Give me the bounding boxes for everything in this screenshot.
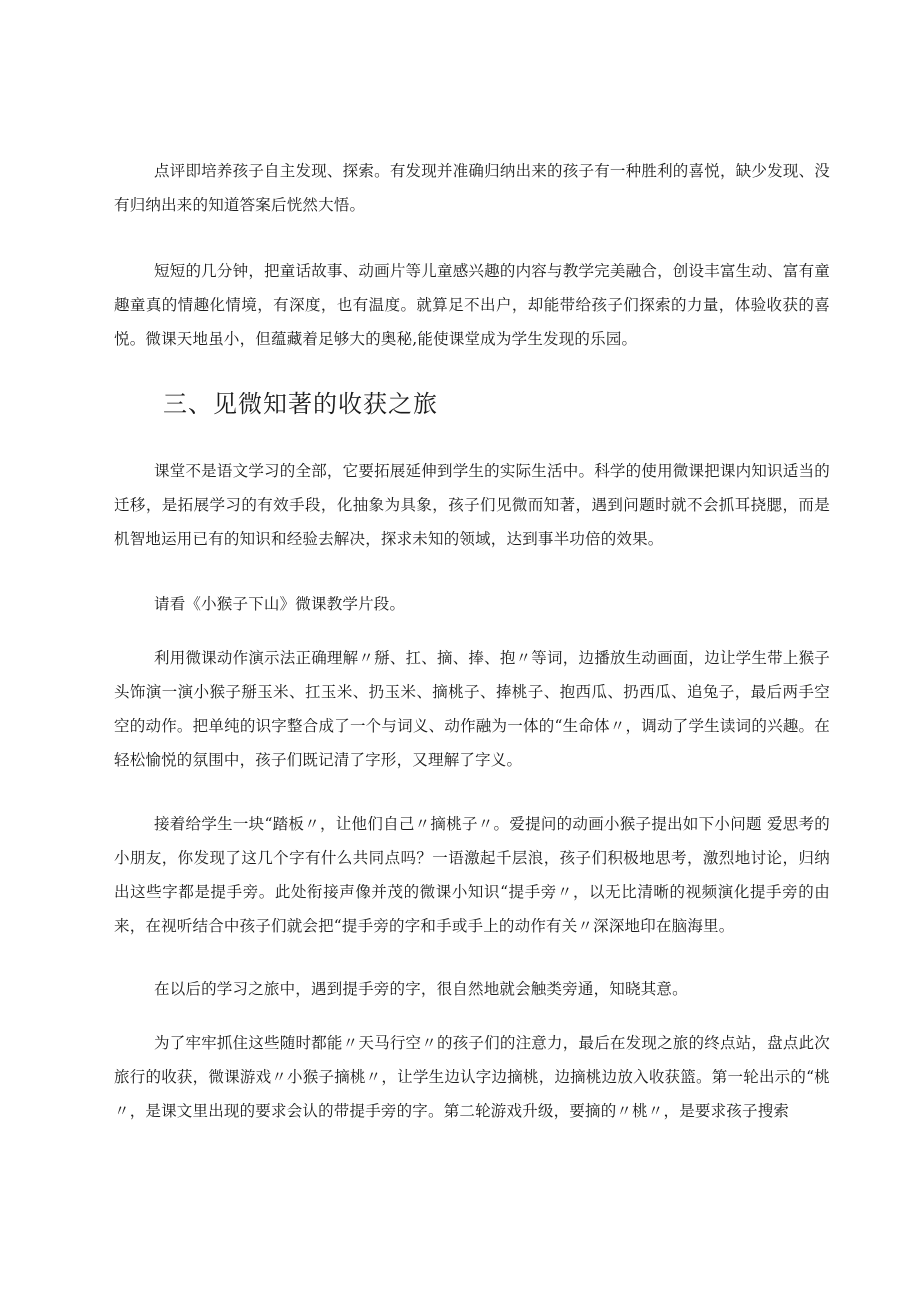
paragraph-later-learning: 在以后的学习之旅中，遇到提手旁的字，很自然地就会触类旁通，知晓其意。 bbox=[154, 980, 688, 998]
section-heading: 三、见微知著的收获之旅 bbox=[163, 390, 438, 418]
paragraph-feedback: 点评即培养孩子自主发现、探索。有发现并准确归纳出来的孩子有一种胜利的喜悦，缺少发现、没有归纳出来的知道答案后恍然大悟。 bbox=[114, 162, 830, 214]
paragraph-micro-lesson-summary: 短短的几分钟，把童话故事、动画片等儿童感兴趣的内容与教学完美融合，创设丰富生动、富有童趣童真的情趣化情境，有深度，也有温度。就算足不出户，却能带给孩子们探索的力量，体验收获的喜悦。微课天地虽小，但蕴藏着足够大的奥秘,能使课堂成为学生发现的乐园。 bbox=[114, 262, 830, 348]
paragraph-action-demo: 利用微课动作演示法正确理解〃掰、扛、摘、捧、抱〃等词，边播放生动画面，边让学生带上猴子头饰演一演小猴子掰玉米、扛玉米、扔玉米、摘桃子、捧桃子、抱西瓜、扔西瓜、追兔子，最后两手空空的动作。把单纯的识字整合成了一个与词义、动作融为一体的“生命体〃，调动了学生读词的兴趣。在轻松愉悦的氛围中，孩子们既记清了字形，又理解了字义。 bbox=[114, 649, 830, 769]
paragraph-classroom-extension: 课堂不是语文学习的全部，它要拓展延伸到学生的实际生活中。科学的使用微课把课内知识适当的迁移，是拓展学习的有效手段，化抽象为具象，孩子们见微而知著，遇到问题时就不会抓耳挠腮，而是机智地运用已有的知识和经验去解决，探求未知的领域，达到事半功倍的效果。 bbox=[114, 462, 830, 548]
paragraph-peach-game: 为了牢牢抓住这些随时都能〃天马行空〃的孩子们的注意力，最后在发现之旅的终点站，盘点此次旅行的收获，微课游戏〃小猴子摘桃〃，让学生边认字边摘桃，边摘桃边放入收获篮。第一轮出示的“桃〃，是课文里出现的要求会认的带提手旁的字。第二轮游戏升级，要摘的〃桃〃，是要求孩子搜索 bbox=[114, 1034, 830, 1120]
paragraph-lesson-intro: 请看《小猴子下山》微课教学片段。 bbox=[154, 595, 406, 613]
paragraph-hand-radical: 接着给学生一块“踏板〃，让他们自己〃摘桃子〃。爱提问的动画小猴子提出如下小问题 爱思考的小朋友，你发现了这几个字有什么共同点吗？一语激起千层浪，孩子们积极地思考，激烈地讨论，归纳出这些字都是提手旁。此处衔接声像并茂的微课小知识“提手旁〃，以无比清晰的视频演化提手旁的由来，在视听结合中孩子们就会把“提手旁的字和手或手上的动作有关〃深深地印在脑海里。 bbox=[114, 815, 830, 935]
